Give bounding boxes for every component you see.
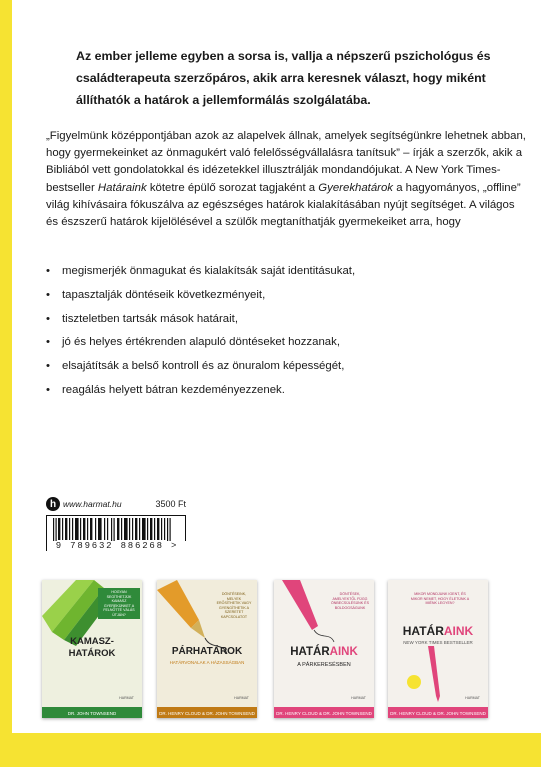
cover-title-part-b: AINK bbox=[443, 624, 474, 638]
bullet-icon: • bbox=[46, 288, 50, 301]
bullet-list bbox=[46, 263, 516, 406]
cover-subtitle: A PÁRKERESÉSBEN bbox=[297, 662, 351, 668]
body-text-2: kötetre épülő sorozat tagjaként a bbox=[149, 181, 316, 194]
body-italic-2: Gyerekhatárok bbox=[318, 181, 394, 194]
cover-title-part-b: AINK bbox=[329, 646, 358, 658]
list-item-text: tiszteletben tartsák mások határait, bbox=[62, 312, 239, 325]
bullet-icon: • bbox=[46, 312, 50, 325]
list-item-text: reagálás helyett bátran kezdeményezzenek. bbox=[62, 383, 285, 396]
cover-tagline: DÖNTÉSEK, AMELYEKTŐL FÜGG ÖNBECSÜLÉSÜNK ÉS BOLDOGSÁGUNK bbox=[331, 592, 369, 610]
cover-publisher: HARMAT bbox=[234, 696, 249, 700]
book-cover-parhatarok bbox=[157, 580, 257, 718]
book-cover-hataraink bbox=[388, 580, 488, 718]
bullet-icon: • bbox=[46, 336, 50, 349]
list-item-text: tapasztalják döntéseik következményeit, bbox=[62, 288, 266, 301]
list-item bbox=[46, 382, 516, 406]
list-item bbox=[46, 263, 516, 287]
cover-title bbox=[388, 624, 488, 638]
cover-title bbox=[274, 646, 374, 658]
cover-tagline: MIKOR MONDJUNK IGENT, ÉS MIKOR NEMET, HOGY ÉLETÜNK A MIÉNK LEGYEN? bbox=[410, 592, 470, 605]
bullet-icon: • bbox=[46, 383, 50, 396]
isbn-digits: 9 789632 886268 > bbox=[47, 541, 187, 551]
cover-author: DR. HENRY CLOUD & DR. JOHN TOWNSEND bbox=[276, 711, 372, 716]
publisher-url: www.harmat.hu bbox=[63, 499, 122, 509]
body-text-3: a hagyományos, „offline” világ kihívásaira fókuszálva az egészséges határok kialakításában nyújt segítséget. A világos és észszerű határok kijelölésével a szülők megtaníthatják gyermekeiket arra, hogy bbox=[46, 181, 521, 229]
cover-subtitle: NEW YORK TIMES BESTSELLER bbox=[403, 640, 473, 645]
body-paragraph bbox=[46, 128, 526, 231]
barcode bbox=[46, 515, 186, 551]
cover-tagline: HOGYAN SEGÍTHETJÜK KAMASZ GYEREKÜNKET A FELNŐTTÉ VÁLÁS ÚTJÁN? bbox=[98, 588, 140, 619]
list-item bbox=[46, 311, 516, 335]
side-color-band bbox=[0, 0, 12, 767]
barcode-block bbox=[46, 496, 186, 558]
body-italic-1: Határaink bbox=[97, 181, 147, 194]
cover-publisher: HARMAT bbox=[351, 696, 366, 700]
cover-subtitle: HATÁRVONALAK A HÁZASSÁGBAN bbox=[169, 660, 245, 665]
cover-tagline: DÖNTÉSEINK, MELYEK ERŐSÍTHETIK VAGY GYENGÍTHETIK A SZERETET KAPCSOLATOT bbox=[216, 592, 252, 619]
list-item-text: jó és helyes értékrenden alapuló döntéseket hozzanak, bbox=[62, 336, 340, 349]
list-item bbox=[46, 358, 516, 382]
book-cover-hataraink-parkereses bbox=[274, 580, 374, 718]
cover-author: DR. HENRY CLOUD & DR. JOHN TOWNSEND bbox=[390, 711, 486, 716]
barcode-header bbox=[46, 496, 186, 512]
list-item bbox=[46, 334, 516, 358]
bottom-color-band bbox=[0, 733, 541, 767]
bullet-icon: • bbox=[46, 265, 50, 277]
cover-publisher: HARMAT bbox=[465, 696, 480, 700]
bullet-icon: • bbox=[46, 360, 50, 373]
cover-author: DR. JOHN TOWNSEND bbox=[67, 711, 117, 716]
intro-paragraph: Az ember jelleme egyben a sorsa is, vallja a népszerű pszichológus és családterapeuta szerzőpáros, akik arra keresnek választ, hogy miként állíthatók a határok a jellemformálás szolgálatába. bbox=[76, 49, 491, 107]
cover-publisher: HARMAT bbox=[119, 696, 134, 700]
cover-title: KAMASZ-HATÁROK bbox=[68, 636, 116, 659]
cover-title: PÁRHATÁROK bbox=[171, 646, 243, 657]
publisher-logo-icon: h bbox=[46, 497, 60, 511]
list-item-text: elsajátítsák a belső kontroll és az önuralom képességét, bbox=[62, 360, 345, 373]
list-item-text: megismerjék önmagukat és kialakítsák saját identitásukat, bbox=[62, 265, 356, 277]
price-label: 3500 Ft bbox=[155, 499, 186, 509]
cover-author: DR. HENRY CLOUD & DR. JOHN TOWNSEND bbox=[159, 711, 255, 716]
body-text-1: „Figyelmünk középpontjában azok az alapelvek állnak, amelyek segítségünkre lehetnek abban, hogy gyermekeinket az önmagukért való felelősségvállalásra tanítsuk” – írják a szerzők, akik a Bibliából vett gondolatokkal és idézetekkel illusztrálják mondandójukat. A New York Times-bestseller bbox=[46, 130, 526, 194]
book-cover-kamaszhatarok bbox=[42, 580, 142, 718]
cover-title-part-a: HATÁR bbox=[290, 646, 330, 658]
cover-title-part-a: HATÁR bbox=[402, 624, 444, 638]
list-item bbox=[46, 287, 516, 311]
